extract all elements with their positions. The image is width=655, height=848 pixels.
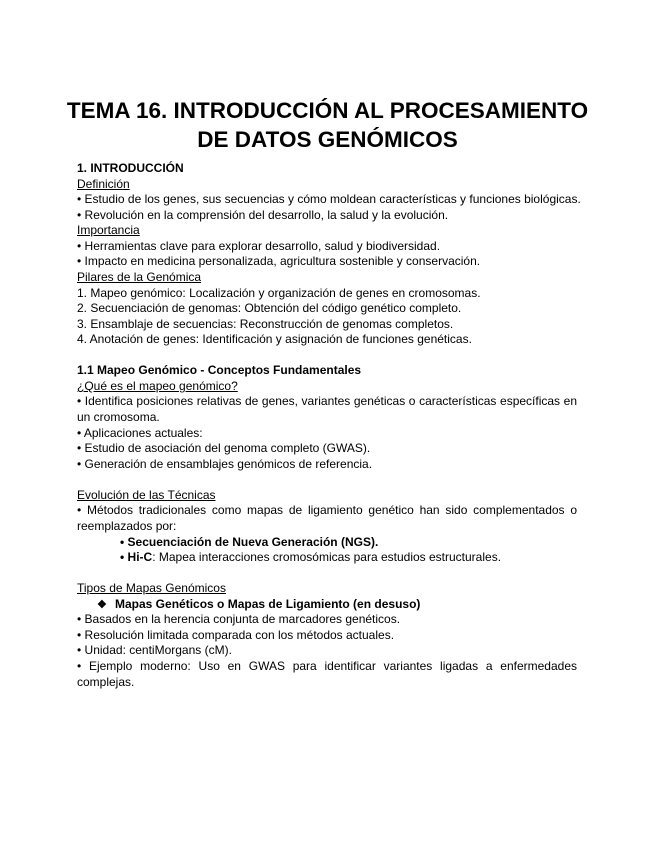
list-item: • Estudio de asociación del genoma completo (GWAS). xyxy=(77,441,371,455)
title-line-2: DE DATOS GENÓMICOS xyxy=(197,127,458,152)
list-item: • Estudio de los genes, sus secuencias y cómo moldean características y funciones biológicas. xyxy=(77,192,581,206)
document-title xyxy=(40,96,615,154)
paragraph: • Métodos tradicionales como mapas de ligamiento genético han sido complementados o reemplazados por: xyxy=(77,503,577,533)
subheading-evolucion: Evolución de las Técnicas xyxy=(77,488,216,502)
list-item: • Aplicaciones actuales: xyxy=(77,426,203,440)
subheading-tipos: Tipos de Mapas Genómicos xyxy=(77,581,226,595)
subheading-definicion: Definición xyxy=(77,177,130,191)
subheading-mapas-geneticos: Mapas Genéticos o Mapas de Ligamiento (en desuso) xyxy=(115,597,421,611)
list-item: • Unidad: centiMorgans (cM). xyxy=(77,643,232,657)
list-item-hic xyxy=(120,550,501,565)
list-item: • Herramientas clave para explorar desarrollo, salud y biodiversidad. xyxy=(77,239,441,253)
paragraph: • Ejemplo moderno: Uso en GWAS para identificar variantes ligadas a enfermedades complejas. xyxy=(77,659,577,689)
paragraph: • Identifica posiciones relativas de genes, variantes genéticas o características específicas en un cromosoma. xyxy=(77,394,577,424)
subheading-importancia: Importancia xyxy=(77,223,140,237)
list-item: • Generación de ensamblajes genómicos de referencia. xyxy=(77,457,373,471)
list-item: • Resolución limitada comparada con los métodos actuales. xyxy=(77,628,395,642)
list-item: • Basados en la herencia conjunta de marcadores genéticos. xyxy=(77,612,401,626)
list-item: 4. Anotación de genes: Identificación y asignación de funciones genéticas. xyxy=(77,332,472,346)
list-item: • Revolución en la comprensión del desarrollo, la salud y la evolución. xyxy=(77,208,449,222)
diamond-bullet-icon: ❖ xyxy=(97,599,107,611)
section-heading-introduccion: 1. INTRODUCCIÓN xyxy=(77,161,184,175)
title-line-1: TEMA 16. INTRODUCCIÓN AL PROCESAMIENTO xyxy=(66,98,589,123)
list-item-ngs: • Secuenciación de Nueva Generación (NGS). xyxy=(120,535,379,549)
list-item: • Impacto en medicina personalizada, agricultura sostenible y conservación. xyxy=(77,254,481,268)
hic-description: : Mapea interacciones cromosómicas para estudios estructurales. xyxy=(152,550,502,564)
list-item: 2. Secuenciación de genomas: Obtención del código genético completo. xyxy=(77,301,462,315)
hic-term: • Hi-C xyxy=(120,550,153,564)
list-item: 1. Mapeo genómico: Localización y organización de genes en cromosomas. xyxy=(77,286,481,300)
bullet-heading xyxy=(97,597,420,613)
subheading-pilares: Pilares de la Genómica xyxy=(77,270,202,284)
list-item: 3. Ensamblaje de secuencias: Reconstrucción de genomas completos. xyxy=(77,317,454,331)
section-heading-mapeo-genomico: 1.1 Mapeo Genómico - Conceptos Fundamentales xyxy=(77,363,362,377)
subheading-que-es: ¿Qué es el mapeo genómico? xyxy=(77,379,238,393)
